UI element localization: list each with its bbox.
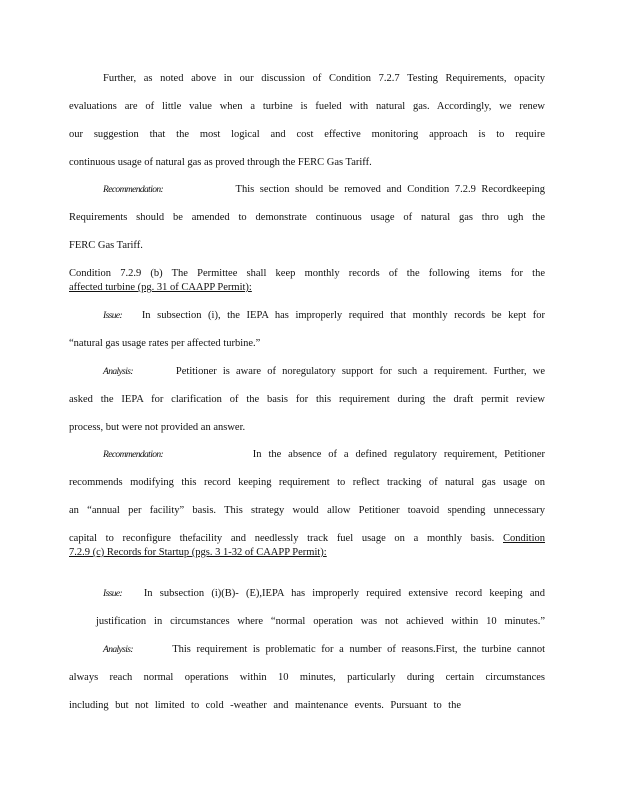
analysis-line [103,643,545,657]
issue-label: Issue: [103,589,123,599]
recommendation-line [103,448,545,462]
condition-heading-start: Condition [503,533,546,544]
text-span: Petitioner is aware of noregulatory support for such a requirement. Further, we [175,366,546,377]
condition-heading: 7.2.9 (c) Records for Startup (pgs. 3 1-32 of CAAPP Permit): [69,547,327,558]
text-line: an “annual per facility” basis. This strategy would allow Petitioner toavoid spending unnecessary [69,505,545,516]
text-line: asked the IEPA for clarification of the basis for this requirement during the draft permit review [69,394,545,405]
text-line: continuous usage of natural gas as proved through the FERC Gas Tariff. [69,157,372,168]
text-line: Requirements should be amended to demonstrate continuous usage of natural gas thro ugh the [69,212,545,223]
text-span: In subsection (i)(B)- (E),IEPA has improperly required extensive record keeping and [143,588,546,599]
text-line: “natural gas usage rates per affected turbine.” [69,338,261,349]
text-line: Further, as noted above in our discussion of Condition 7.2.7 Testing Requirements, opacity [103,73,545,84]
text-span: In the absence of a defined regulatory requirement, Petitioner [252,449,545,460]
text-line: our suggestion that the most logical and cost effective monitoring approach is to require [69,129,545,140]
text-line: always reach normal operations within 10 minutes, particularly during certain circumstances [69,672,545,683]
text-line: process, but were not provided an answer. [69,422,246,433]
condition-heading: Condition 7.2.9 (b) The Permittee shall keep monthly records of the following items for the [69,268,545,279]
text-line: evaluations are of little value when a turbine is fueled with natural gas. Accordingly, we renew [69,101,545,112]
text-span: capital to reconfigure thefacility and needlessly track fuel usage on a monthly basis. [69,533,495,544]
issue-line [103,309,545,323]
text-span: This requirement is problematic for a number of reasons.First, the turbine cannot [172,644,546,655]
issue-line [103,587,545,601]
text-line [69,532,545,546]
analysis-label: Analysis: [103,367,133,377]
text-line: FERC Gas Tariff. [69,240,143,251]
text-line: including but not limited to cold -weather and maintenance events. Pursuant to the [69,700,461,711]
recommendation-line [103,183,545,197]
recommendation-label: Recommendation: [103,185,164,195]
issue-label: Issue: [103,311,123,321]
text-line: recommends modifying this record keeping requirement to reflect tracking of natural gas usage on [69,477,545,488]
analysis-label: Analysis: [103,645,133,655]
text-span: In subsection (i), the IEPA has improperly required that monthly records be kept for [141,310,545,321]
text-span: This section should be removed and Condition 7.2.9 Recordkeeping [235,184,545,195]
recommendation-label: Recommendation: [103,450,164,460]
analysis-line [103,365,545,379]
condition-heading-continued: affected turbine (pg. 31 of CAAPP Permit): [69,282,252,293]
text-line: justification in circumstances where “normal operation was not achieved within 10 minutes.” [96,616,545,627]
